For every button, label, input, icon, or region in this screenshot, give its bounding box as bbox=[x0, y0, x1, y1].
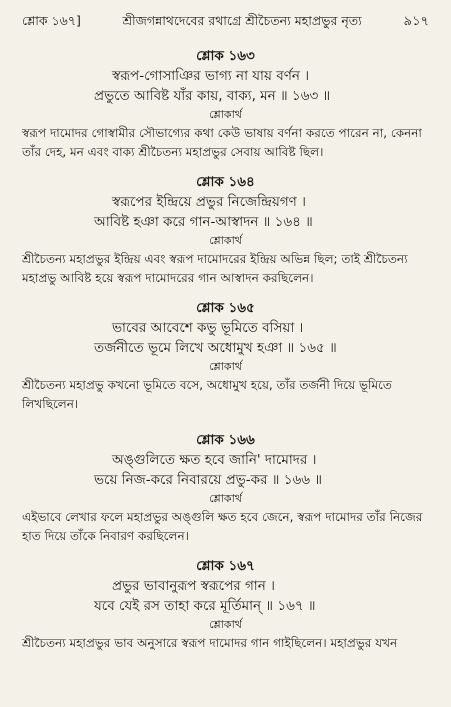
verse-section-167 bbox=[22, 556, 429, 653]
header-chapter-title: শ্রীজগন্নাথদেবের রথাগ্রে শ্রীচৈতন্য মহাপ্রভুর নৃত্য bbox=[122, 13, 362, 28]
verse-title: শ্লোক ১৬৩ bbox=[196, 48, 255, 64]
translation-heading: শ্লোকার্থ bbox=[209, 360, 242, 373]
verse-title: শ্লোক ১৬৫ bbox=[196, 300, 255, 316]
book-page bbox=[22, 10, 429, 700]
verse-title: শ্লোক ১৬৬ bbox=[196, 432, 255, 448]
verse-line: ভাবের আবেশে কভু ভূমিতে বসিয়া । bbox=[112, 320, 304, 336]
verse-line: যবে যেই রস তাহা করে মূর্তিমান্ ॥ ১৬৭ ॥ bbox=[94, 598, 316, 614]
translation-text: এইভাবে লেখার ফলে মহাপ্রভুর অঙ্গুলি ক্ষত হবে জেনে, স্বরূপ দামোদর তাঁর নিজের হাত দিয়ে তাঁকে নিবারণ করছিলেন। bbox=[22, 510, 423, 543]
verse-line: প্রভুর ভাবানুরূপ স্বরূপের গান । bbox=[112, 578, 275, 594]
header-verse-range: শ্লোক ১৬৭] bbox=[22, 13, 81, 28]
translation-heading: শ্লোকার্থ bbox=[209, 492, 242, 505]
verse-section-165 bbox=[22, 298, 429, 414]
page-number: ৯১৭ bbox=[403, 14, 429, 29]
translation-text: শ্রীচৈতন্য মহাপ্রভুর ইন্দ্রিয় এবং স্বরূপ দামোদরের ইন্দ্রিয় অভিন্ন ছিল; তাই শ্রীচৈতন্য মহাপ্রভু আবিষ্ট হয়ে স্বরূপ দামোদরের গান আস্বাদন করছিলেন। bbox=[22, 252, 408, 285]
verse-title: শ্লোক ১৬৭ bbox=[196, 558, 255, 574]
verse-line: স্বরূপের ইন্দ্রিয়ে প্রভুর নিজেন্দ্রিয়গণ । bbox=[112, 194, 306, 210]
translation-heading: শ্লোকার্থ bbox=[209, 108, 242, 121]
verse-line: ভয়ে নিজ-করে নিবারয়ে প্রভু-কর ॥ ১৬৬ ॥ bbox=[94, 472, 322, 488]
verse-line: প্রভুতে আবিষ্ট যাঁর কায়, বাক্য, মন ॥ ১৬৩ ॥ bbox=[94, 88, 331, 104]
verse-section-164 bbox=[22, 172, 429, 288]
translation-text: শ্রীচৈতন্য মহাপ্রভুর ভাব অনুসারে স্বরূপ দামোদর গান গাইছিলেন। মহাপ্রভুর যখন bbox=[22, 636, 398, 650]
translation-text: স্বরূপ দামোদর গোস্বামীর সৌভাগ্যের কথা কেউ ভাষায় বর্ণনা করতে পারেন না, কেননা তাঁর দেহ, মন এবং বাক্য শ্রীচৈতন্য মহাপ্রভুর সেবায় আবিষ্ট ছিল। bbox=[22, 126, 422, 159]
verse-title: শ্লোক ১৬৪ bbox=[196, 174, 255, 190]
verse-section-166 bbox=[22, 430, 429, 546]
translation-heading: শ্লোকার্থ bbox=[209, 618, 242, 631]
translation-text: শ্রীচৈতন্য মহাপ্রভু কখনো ভূমিতে বসে, অধোমুখ হয়ে, তাঁর তর্জনী দিয়ে ভূমিতে লিখছিলেন। bbox=[22, 378, 392, 411]
translation-heading: শ্লোকার্থ bbox=[209, 234, 242, 247]
running-header bbox=[22, 10, 429, 32]
verse-section-163 bbox=[22, 46, 429, 162]
verse-line: স্বরূপ-গোসাঞির ভাগ্য না যায় বর্ণন । bbox=[112, 68, 310, 84]
verse-line: তর্জনীতে ভূমে লিখে অধোমুখ হঞা ॥ ১৬৫ ॥ bbox=[94, 340, 337, 356]
verse-line: অঙ্গুলিতে ক্ষত হবে জানি' দামোদর । bbox=[112, 452, 317, 468]
verse-line: আবিষ্ট হঞা করে গান-আস্বাদন ॥ ১৬৪ ॥ bbox=[94, 214, 313, 230]
